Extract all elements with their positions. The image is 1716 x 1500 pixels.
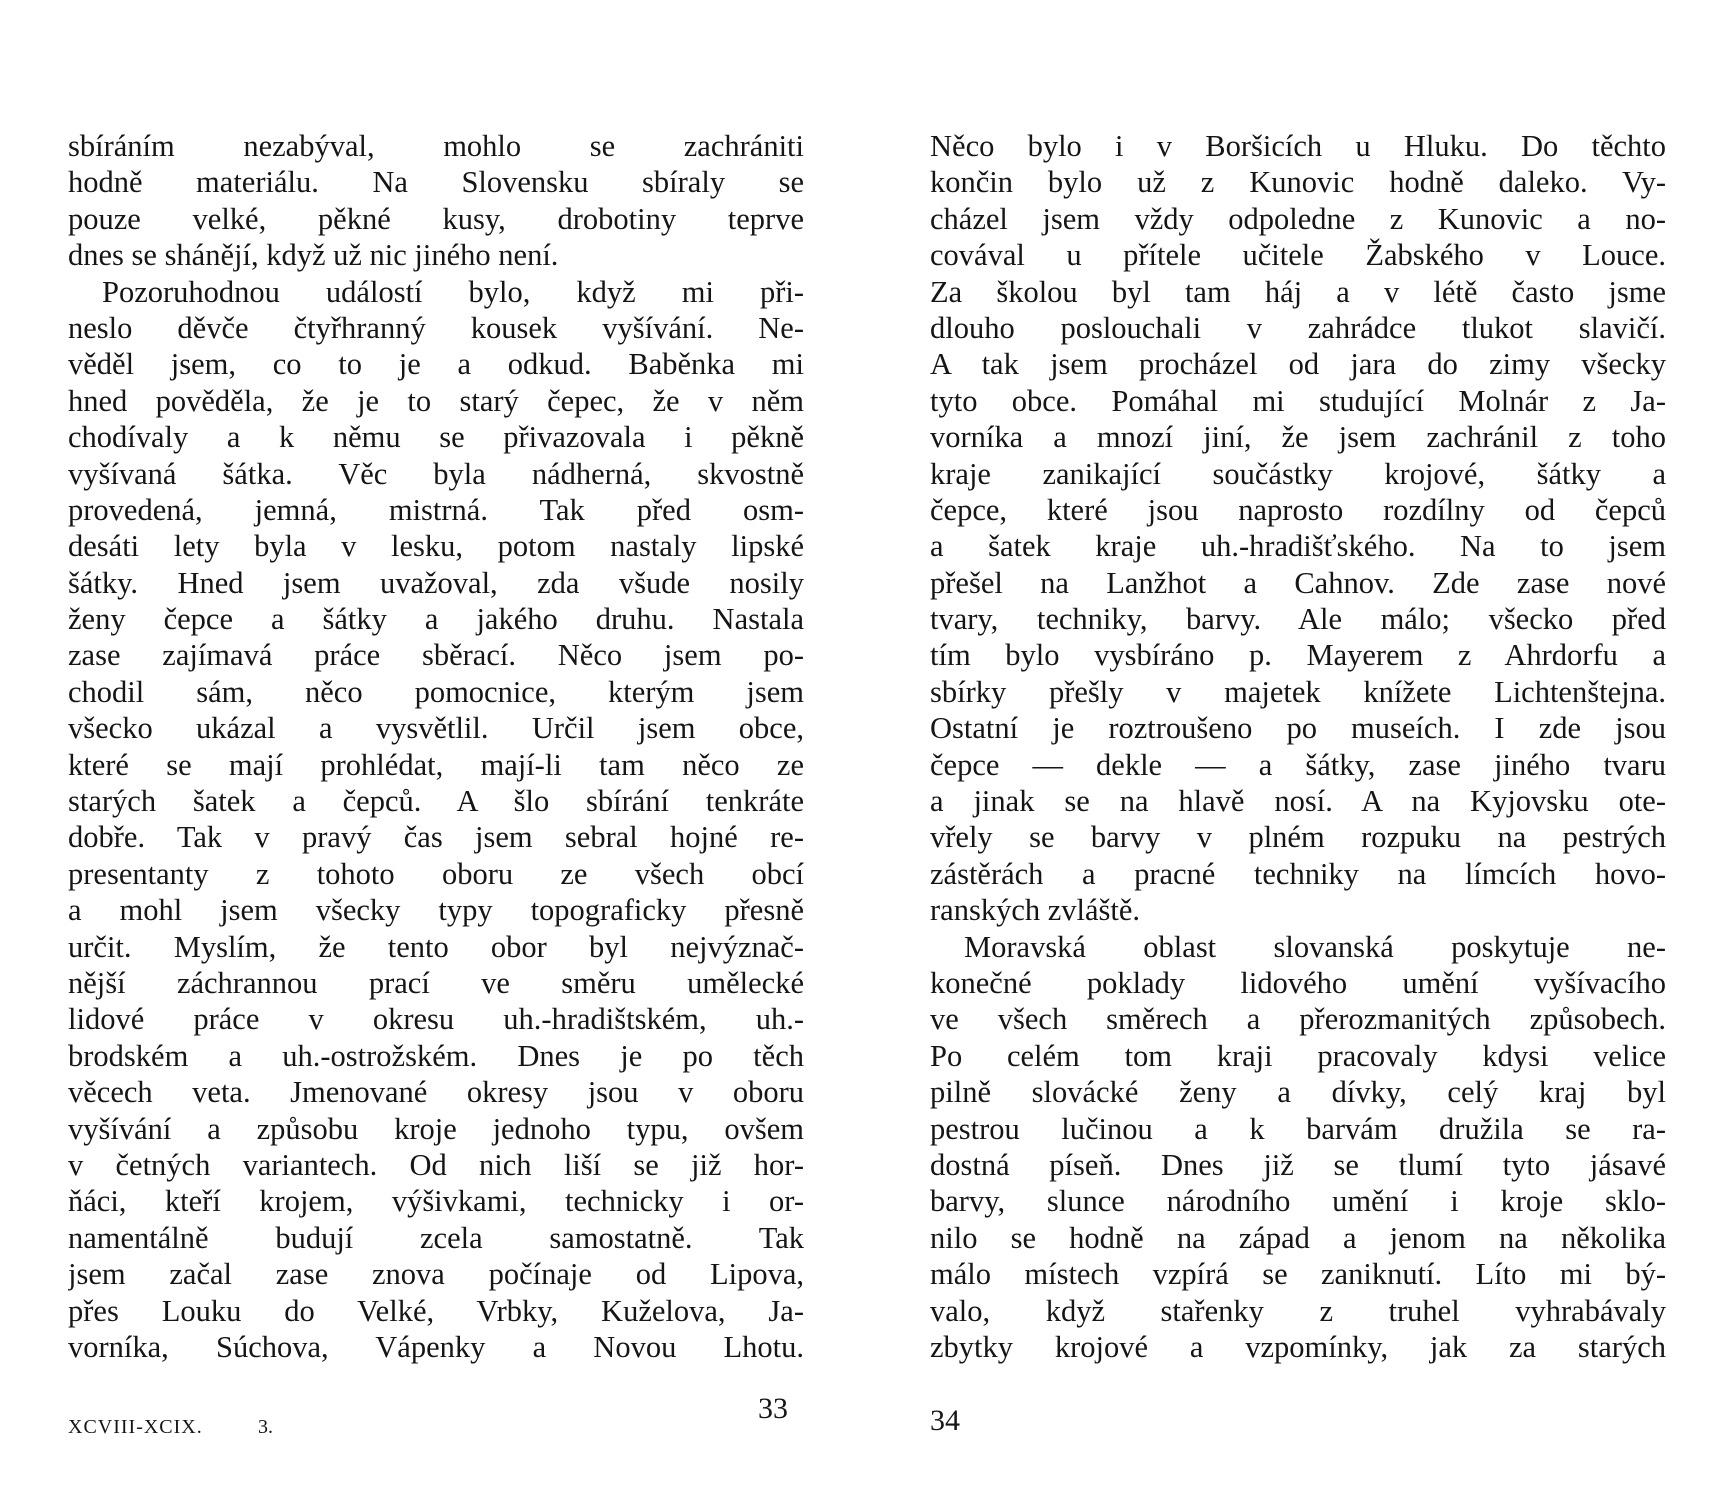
text-line: určit. Myslím, že tento obor byl nejvýznač- (68, 929, 804, 964)
right-page (858, 0, 1716, 1500)
text-line: ňáci, kteří krojem, výšivkami, technicky i or- (68, 1184, 804, 1219)
text-line: dostná píseň. Dnes již se tlumí tyto jásavé (930, 1147, 1666, 1182)
text-line: namentálně budují zcela samostatně. Tak (68, 1220, 804, 1255)
text-line: desáti lety byla v lesku, potom nastaly lipské (68, 529, 804, 564)
text-line: ranských zvláště. (930, 893, 1141, 928)
text-line: Za školou byl tam háj a v létě často jsme (930, 274, 1666, 309)
text-line: pouze velké, pěkné kusy, drobotiny teprve (68, 201, 804, 236)
text-line: ve všech směrech a přerozmanitých způsobech. (930, 1002, 1666, 1037)
text-line: hodně materiálu. Na Slovensku sbíraly se (68, 165, 804, 200)
text-line: Po celém tom kraji pracovaly kdysi velice (930, 1038, 1666, 1073)
text-line: pilně slovácké ženy a dívky, celý kraj byl (930, 1075, 1666, 1110)
text-line: neslo děvče čtyřhranný kousek vyšívání. Ne- (68, 310, 804, 345)
text-line: zbytky krojové a vzpomínky, jak za starých (930, 1329, 1666, 1364)
text-line: věcech veta. Jmenované okresy jsou v oboru (68, 1075, 804, 1110)
text-line: málo místech vzpírá se zaniknutí. Líto mi bý- (930, 1257, 1666, 1292)
text-line: zástěrách a pracné techniky na límcích hovo- (930, 856, 1666, 891)
text-line: Moravská oblast slovanská poskytuje ne- (964, 929, 1666, 964)
text-line: končin bylo už z Kunovic hodně daleko. Vy- (930, 165, 1666, 200)
text-line: čepce — dekle — a šátky, zase jiného tvaru (930, 747, 1666, 782)
text-line: v četných variantech. Od nich liší se již hor- (68, 1147, 804, 1182)
text-line: tím bylo vysbíráno p. Mayerem z Ahrdorfu a (930, 638, 1666, 673)
text-line: Ostatní je roztroušeno po museích. I zde jsou (930, 711, 1666, 746)
text-line: chodil sám, něco pomocnice, kterým jsem (68, 674, 804, 709)
text-line: vorníka a mnozí jiní, že jsem zachránil z toho (930, 420, 1666, 455)
text-line: vyšívání a způsobu kroje jednoho typu, ovšem (68, 1111, 804, 1146)
text-line: lidové práce v okresu uh.-hradištském, uh.- (68, 1002, 804, 1037)
text-line: Něco bylo i v Boršicích u Hluku. Do těchto (930, 129, 1666, 163)
text-line: cházel jsem vždy odpoledne z Kunovic a no- (930, 201, 1666, 236)
text-line: konečné poklady lidového umění vyšívacího (930, 965, 1666, 1000)
text-line: A tak jsem procházel od jara do zimy všecky (930, 347, 1666, 382)
text-line: starých šatek a čepců. A šlo sbírání tenkráte (68, 784, 804, 819)
text-line: tvary, techniky, barvy. Ale málo; všecko před (930, 602, 1666, 637)
text-line: zase zajímavá práce sběrací. Něco jsem po- (68, 638, 804, 673)
text-line: čepce, které jsou naprosto rozdílny od čepců (930, 492, 1666, 527)
text-line: všecko ukázal a vysvětlil. Určil jsem obce, (68, 711, 804, 746)
left-page-text (68, 128, 804, 1365)
text-line: presentanty z tohoto oboru ze všech obcí (68, 856, 804, 891)
text-line: nilo se hodně na západ a jenom na několika (930, 1220, 1666, 1255)
text-line: tyto obce. Pomáhal mi studující Molnár z Ja- (930, 383, 1666, 418)
signature-mark: XCVIII-XCIX. (68, 1416, 203, 1438)
text-line: dlouho poslouchali v zahrádce tlukot slavičí. (930, 310, 1666, 345)
text-line: chodívaly a k němu se přivazovala i pěkně (68, 420, 804, 455)
text-line: brodském a uh.-ostrožském. Dnes je po těch (68, 1038, 804, 1073)
text-line: jsem začal zase znova počínaje od Lipova, (68, 1257, 804, 1292)
text-line: dnes se shánějí, když už nic jiného není. (68, 238, 559, 273)
text-line: šátky. Hned jsem uvažoval, zda všude nosily (68, 565, 804, 600)
text-line: hned pověděla, že je to starý čepec, že v něm (68, 383, 804, 418)
text-line: barvy, slunce národního umění i kroje sklo- (930, 1184, 1666, 1219)
signature-number: 3. (258, 1416, 273, 1438)
text-line: kraje zanikající součástky krojové, šátky a (930, 456, 1666, 491)
text-line: a mohl jsem všecky typy topograficky přesně (68, 893, 804, 928)
text-line: provedená, jemná, mistrná. Tak před osm- (68, 492, 804, 527)
text-line: vorníka, Súchova, Vápenky a Novou Lhotu. (68, 1329, 804, 1364)
text-line: nější záchrannou prací ve směru umělecké (68, 965, 804, 1000)
text-line: valo, když stařenky z truhel vyhrabávaly (930, 1293, 1666, 1328)
text-line: ženy čepce a šátky a jakého druhu. Nastala (68, 602, 804, 637)
text-line: a šatek kraje uh.-hradišťského. Na to jsem (930, 529, 1666, 564)
text-line: a jinak se na hlavě nosí. A na Kyjovsku ote- (930, 784, 1666, 819)
text-line: vřely se barvy v plném rozpuku na pestrých (930, 820, 1666, 855)
text-line: přes Louku do Velké, Vrbky, Kuželova, Ja- (68, 1293, 804, 1328)
text-line: věděl jsem, co to je a odkud. Baběnka mi (68, 347, 804, 382)
page-number: 34 (930, 1404, 960, 1437)
text-line: Pozoruhodnou událostí bylo, když mi při- (102, 274, 804, 309)
text-line: sbírky přešly v majetek knížete Lichtenštejna. (930, 674, 1666, 709)
right-page-text (930, 128, 1666, 1365)
text-line: vyšívaná šátka. Věc byla nádherná, skvostně (68, 456, 804, 491)
text-line: přešel na Lanžhot a Cahnov. Zde zase nové (930, 565, 1666, 600)
text-line: pestrou lučinou a k barvám družila se ra- (930, 1111, 1666, 1146)
text-line: dobře. Tak v pravý čas jsem sebral hojné re- (68, 820, 804, 855)
text-line: covával u přítele učitele Žabského v Louce. (930, 238, 1666, 273)
text-line: které se mají prohlédat, mají-li tam něco ze (68, 747, 804, 782)
text-line: sbíráním nezabýval, mohlo se zachrániti (68, 129, 804, 163)
page-number: 33 (758, 1392, 788, 1425)
